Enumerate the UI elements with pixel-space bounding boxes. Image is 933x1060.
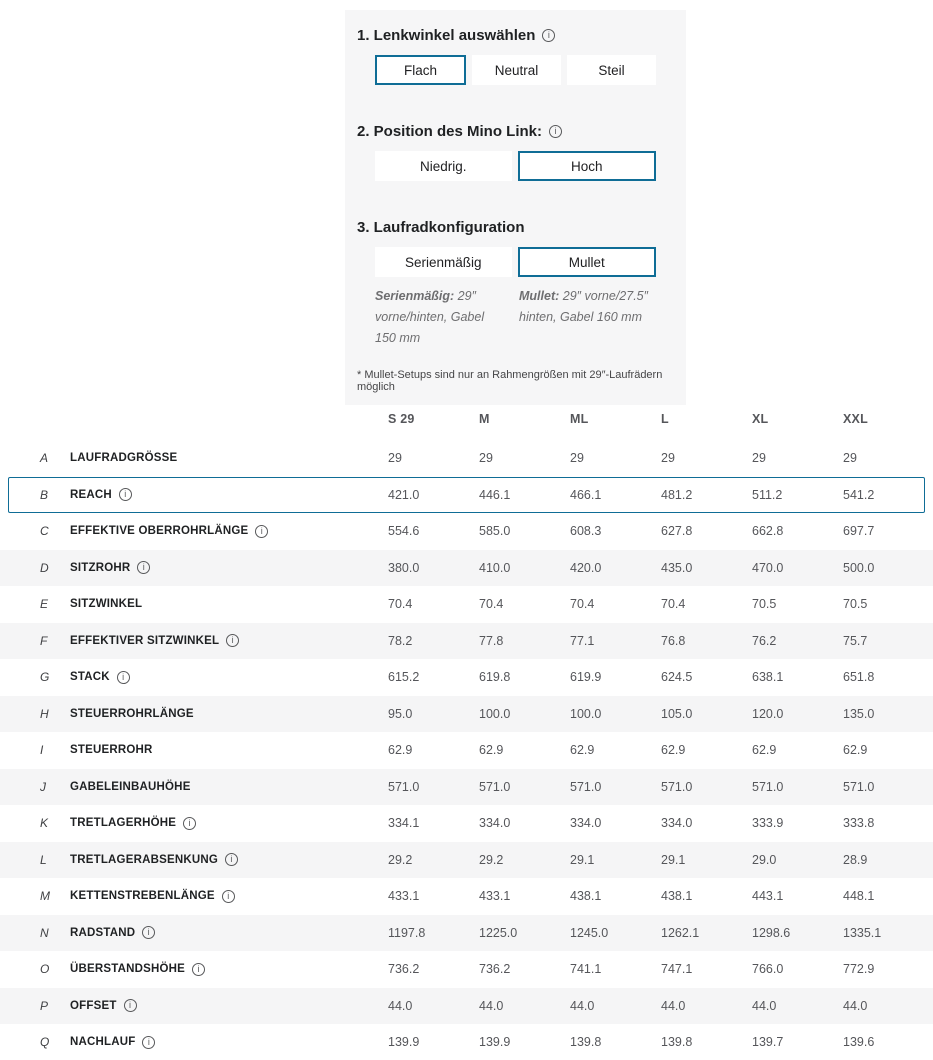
cell-value: 747.1: [661, 962, 693, 977]
section-lenkwinkel: [357, 27, 674, 85]
cell-value: 741.1: [570, 962, 602, 977]
cell-value: 554.6: [388, 524, 420, 539]
cell-value: 433.1: [479, 889, 511, 904]
cell-value: 62.9: [843, 743, 868, 758]
cell-value: 44.0: [479, 998, 504, 1013]
cell-value: 333.9: [752, 816, 784, 831]
cell-value: 624.5: [661, 670, 693, 685]
row-label: [70, 853, 388, 866]
option-button-flach[interactable]: Flach: [375, 55, 466, 85]
table-row-m[interactable]: [0, 878, 933, 915]
row-label: [70, 999, 388, 1012]
cell-value: 571.0: [843, 779, 875, 794]
cell-value: 29: [752, 451, 766, 466]
cell-value: 638.1: [752, 670, 784, 685]
row-label: [70, 817, 388, 830]
option-button-steil[interactable]: Steil: [567, 55, 656, 85]
row-letter: B: [40, 487, 49, 502]
section-title-text: 1. Lenkwinkel auswählen: [357, 27, 536, 44]
table-row-l[interactable]: [0, 842, 933, 879]
cell-value: 470.0: [752, 560, 784, 575]
row-label-text: EFFEKTIVER SITZWINKEL: [70, 634, 220, 647]
description-text: 29″ vorne/27.5″ hinten, Gabel 160 mm: [519, 289, 649, 324]
description-mullet: [519, 286, 656, 349]
section-title-text: 2. Position des Mino Link:: [357, 123, 543, 140]
row-letter: L: [40, 852, 47, 867]
cell-value: 76.2: [752, 633, 777, 648]
cell-value: 334.0: [479, 816, 511, 831]
row-label: [70, 525, 388, 538]
cell-value: 29: [479, 451, 493, 466]
row-label-text: ÜBERSTANDSHÖHE: [70, 963, 186, 976]
cell-value: 77.8: [479, 633, 504, 648]
cell-value: 651.8: [843, 670, 875, 685]
row-letter: I: [40, 743, 44, 758]
row-label: [70, 452, 388, 464]
row-letter: K: [40, 816, 49, 831]
table-row-j[interactable]: [0, 769, 933, 806]
cell-value: 62.9: [570, 743, 595, 758]
row-label-text: NACHLAUF: [70, 1036, 136, 1049]
cell-value: 662.8: [752, 524, 784, 539]
cell-value: 105.0: [661, 706, 693, 721]
section-title-text: 3. Laufradkonfiguration: [357, 219, 525, 236]
table-row-o[interactable]: [0, 951, 933, 988]
cell-value: 334.0: [570, 816, 602, 831]
table-header-row: [0, 398, 933, 440]
table-row-i[interactable]: [0, 732, 933, 769]
row-label-text: KETTENSTREBENLÄNGE: [70, 890, 215, 903]
column-header-l: L: [661, 412, 669, 426]
cell-value: 28.9: [843, 852, 868, 867]
row-label: [70, 488, 388, 501]
row-letter: J: [40, 779, 46, 794]
laufrad-options: [375, 247, 656, 277]
row-label-text: TRETLAGERHÖHE: [70, 817, 177, 830]
cell-value: 511.2: [752, 487, 783, 502]
row-label-text: STEUERROHR: [70, 744, 153, 757]
mullet-footnote: * Mullet-Setups sind nur an Rahmengrößen mit 29″-Laufrädern möglich: [357, 369, 663, 393]
cell-value: 135.0: [843, 706, 875, 721]
cell-value: 139.8: [570, 1035, 602, 1050]
cell-value: 772.9: [843, 962, 875, 977]
cell-value: 736.2: [388, 962, 420, 977]
cell-value: 120.0: [752, 706, 784, 721]
column-header-s-29: S 29: [388, 412, 415, 426]
cell-value: 481.2: [661, 487, 693, 502]
cell-value: 608.3: [570, 524, 602, 539]
cell-value: 448.1: [843, 889, 875, 904]
row-letter: N: [40, 925, 49, 940]
cell-value: 29.0: [752, 852, 777, 867]
cell-value: 70.4: [388, 597, 413, 612]
cell-value: 29.2: [388, 852, 413, 867]
option-button-hoch[interactable]: Hoch: [518, 151, 657, 181]
row-letter: O: [40, 962, 50, 977]
cell-value: 29.2: [479, 852, 504, 867]
cell-value: 420.0: [570, 560, 602, 575]
row-label: [70, 781, 388, 793]
row-label-text: OFFSET: [70, 999, 117, 1012]
row-label-text: SITZWINKEL: [70, 598, 143, 611]
row-label: [70, 561, 388, 574]
row-letter: F: [40, 633, 48, 648]
table-row-e[interactable]: [0, 586, 933, 623]
cell-value: 76.8: [661, 633, 686, 648]
cell-value: 1225.0: [479, 925, 518, 940]
table-row-d[interactable]: [0, 550, 933, 587]
row-letter: Q: [40, 1035, 50, 1050]
row-label-text: RADSTAND: [70, 926, 136, 939]
table-row-p[interactable]: [0, 988, 933, 1025]
cell-value: 438.1: [661, 889, 693, 904]
option-button-neutral[interactable]: Neutral: [472, 55, 561, 85]
cell-value: 29.1: [661, 852, 686, 867]
row-label-text: STEUERROHRLÄNGE: [70, 707, 194, 720]
cell-value: 571.0: [752, 779, 784, 794]
cell-value: 70.4: [479, 597, 504, 612]
info-icon[interactable]: [192, 963, 205, 976]
cell-value: 571.0: [661, 779, 693, 794]
info-icon[interactable]: [124, 999, 137, 1012]
row-label: [70, 926, 388, 939]
cell-value: 139.7: [752, 1035, 784, 1050]
description-lead: Serienmäßig:: [375, 289, 455, 303]
row-letter: A: [40, 451, 49, 466]
cell-value: 62.9: [661, 743, 686, 758]
option-button-niedrig[interactable]: Niedrig.: [375, 151, 512, 181]
cell-value: 619.8: [479, 670, 511, 685]
info-icon[interactable]: [119, 488, 132, 501]
cell-value: 1262.1: [661, 925, 700, 940]
table-row-g[interactable]: [0, 659, 933, 696]
cell-value: 446.1: [479, 487, 511, 502]
row-label: [70, 890, 388, 903]
row-label-text: REACH: [70, 488, 112, 501]
column-header-xl: XL: [752, 412, 769, 426]
row-letter: D: [40, 560, 49, 575]
cell-value: 619.9: [570, 670, 602, 685]
geometry-table: [0, 398, 933, 1060]
row-label-text: STACK: [70, 671, 110, 684]
info-icon[interactable]: [117, 671, 130, 684]
cell-value: 736.2: [479, 962, 511, 977]
info-icon[interactable]: [183, 817, 196, 830]
cell-value: 571.0: [479, 779, 511, 794]
info-icon[interactable]: [542, 29, 555, 42]
cell-value: 95.0: [388, 706, 413, 721]
row-letter: M: [40, 889, 50, 904]
section-mino-link: [357, 123, 674, 181]
cell-value: 333.8: [843, 816, 875, 831]
table-row-c[interactable]: [0, 513, 933, 550]
row-label: [70, 744, 388, 756]
column-header-ml: ML: [570, 412, 589, 426]
mino-link-options: [375, 151, 656, 181]
cell-value: 433.1: [388, 889, 420, 904]
section-title-laufradkonfiguration: [357, 219, 674, 236]
cell-value: 44.0: [843, 998, 868, 1013]
info-icon[interactable]: [255, 525, 268, 538]
cell-value: 766.0: [752, 962, 784, 977]
cell-value: 1298.6: [752, 925, 791, 940]
cell-value: 334.0: [661, 816, 693, 831]
table-row-q[interactable]: [0, 1024, 933, 1060]
row-letter: H: [40, 706, 49, 721]
table-body: [0, 440, 933, 1060]
row-letter: C: [40, 524, 49, 539]
cell-value: 75.7: [843, 633, 868, 648]
cell-value: 627.8: [661, 524, 693, 539]
cell-value: 571.0: [388, 779, 420, 794]
cell-value: 541.2: [843, 487, 875, 502]
info-icon[interactable]: [137, 561, 150, 574]
description-lead: Mullet:: [519, 289, 560, 303]
cell-value: 1197.8: [388, 925, 426, 940]
cell-value: 44.0: [388, 998, 413, 1013]
cell-value: 100.0: [570, 706, 602, 721]
cell-value: 139.6: [843, 1035, 875, 1050]
cell-value: 1335.1: [843, 925, 882, 940]
table-row-h[interactable]: [0, 696, 933, 733]
cell-value: 29: [843, 451, 857, 466]
cell-value: 380.0: [388, 560, 420, 575]
cell-value: 44.0: [570, 998, 595, 1013]
cell-value: 29.1: [570, 852, 595, 867]
cell-value: 421.0: [388, 487, 420, 502]
cell-value: 70.4: [661, 597, 686, 612]
cell-value: 615.2: [388, 670, 420, 685]
cell-value: 443.1: [752, 889, 784, 904]
info-icon[interactable]: [142, 926, 155, 939]
cell-value: 466.1: [570, 487, 602, 502]
table-row-f[interactable]: [0, 623, 933, 660]
cell-value: 438.1: [570, 889, 602, 904]
cell-value: 571.0: [570, 779, 602, 794]
row-letter: P: [40, 998, 49, 1013]
cell-value: 410.0: [479, 560, 511, 575]
geometry-config-panel: [345, 10, 686, 405]
cell-value: 1245.0: [570, 925, 609, 940]
cell-value: 44.0: [661, 998, 686, 1013]
table-row-n[interactable]: [0, 915, 933, 952]
option-descriptions: [375, 286, 656, 349]
cell-value: 100.0: [479, 706, 511, 721]
cell-value: 70.4: [570, 597, 595, 612]
cell-value: 77.1: [570, 633, 595, 648]
column-header-m: M: [479, 412, 490, 426]
column-header-xxl: XXL: [843, 412, 868, 426]
info-icon[interactable]: [222, 890, 235, 903]
cell-value: 139.9: [479, 1035, 511, 1050]
cell-value: 139.8: [661, 1035, 693, 1050]
info-icon[interactable]: [549, 125, 562, 138]
section-title-mino-link: [357, 123, 674, 140]
cell-value: 435.0: [661, 560, 693, 575]
cell-value: 500.0: [843, 560, 875, 575]
info-icon[interactable]: [142, 1036, 155, 1049]
cell-value: 62.9: [752, 743, 777, 758]
description-serienmaessig: [375, 286, 519, 349]
row-label: [70, 634, 388, 647]
row-letter: E: [40, 597, 49, 612]
cell-value: 70.5: [752, 597, 777, 612]
cell-value: 29: [388, 451, 402, 466]
section-title-lenkwinkel: [357, 27, 674, 44]
cell-value: 29: [661, 451, 675, 466]
cell-value: 334.1: [388, 816, 420, 831]
cell-value: 44.0: [752, 998, 777, 1013]
row-label-text: TRETLAGERABSENKUNG: [70, 853, 218, 866]
option-button-serienmäßig[interactable]: Serienmäßig: [375, 247, 512, 277]
cell-value: 62.9: [479, 743, 504, 758]
row-label: [70, 671, 388, 684]
row-label: [70, 708, 388, 720]
cell-value: 78.2: [388, 633, 413, 648]
row-label: [70, 963, 388, 976]
option-button-mullet[interactable]: Mullet: [518, 247, 657, 277]
cell-value: 697.7: [843, 524, 875, 539]
info-icon[interactable]: [225, 853, 238, 866]
section-laufradkonfiguration: [357, 219, 674, 349]
info-icon[interactable]: [226, 634, 239, 647]
row-label: [70, 598, 388, 610]
row-label-text: EFFEKTIVE OBERROHRLÄNGE: [70, 525, 249, 538]
row-label-text: SITZROHR: [70, 561, 131, 574]
table-row-a[interactable]: [0, 440, 933, 477]
lenkwinkel-options: [375, 55, 656, 85]
cell-value: 70.5: [843, 597, 868, 612]
row-letter: G: [40, 670, 50, 685]
table-row-k[interactable]: [0, 805, 933, 842]
cell-value: 29: [570, 451, 584, 466]
row-label: [70, 1036, 388, 1049]
cell-value: 62.9: [388, 743, 413, 758]
row-label-text: LAUFRADGRÖSSE: [70, 452, 178, 465]
cell-value: 139.9: [388, 1035, 420, 1050]
table-row-b[interactable]: [0, 477, 933, 514]
row-label-text: GABELEINBAUHÖHE: [70, 780, 191, 793]
cell-value: 585.0: [479, 524, 511, 539]
description-text: 29″ vorne/hinten, Gabel 150 mm: [375, 289, 485, 345]
